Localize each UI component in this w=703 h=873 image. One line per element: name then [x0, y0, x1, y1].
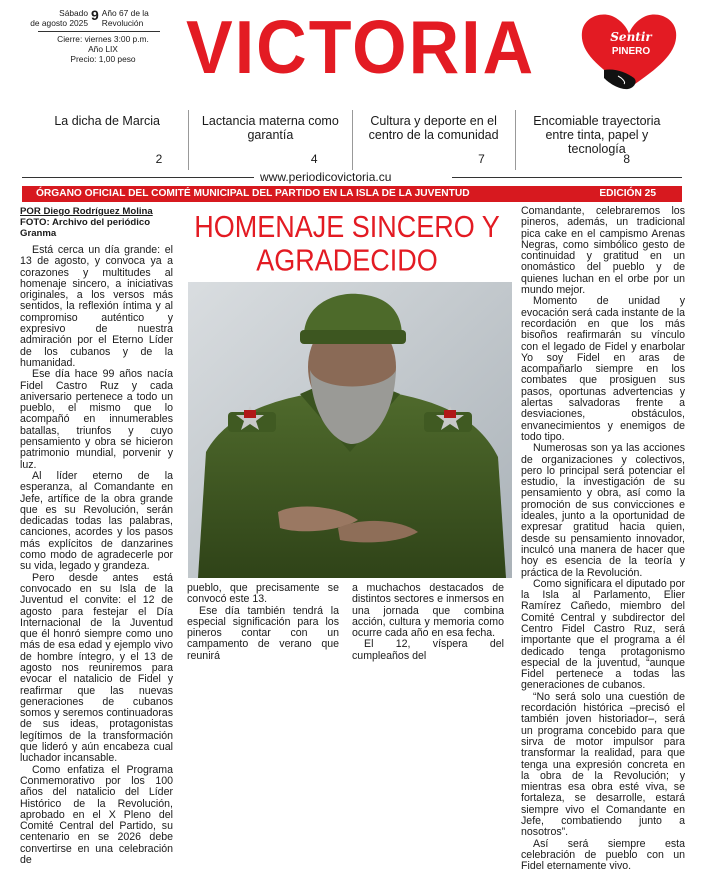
article-column-3: [352, 582, 504, 662]
newspaper-title: VICTORIA: [186, 5, 536, 90]
issue-meta: [33, 34, 173, 64]
day-name: Sábado: [59, 8, 88, 18]
teaser-item[interactable]: [189, 110, 352, 170]
teaser-title: Cultura y deporte en el centro de la comunidad: [368, 114, 499, 142]
website-link[interactable]: www.periodicovictoria.cu: [260, 170, 392, 184]
teaser-item[interactable]: [516, 110, 678, 170]
organ-statement: ÓRGANO OFICIAL DEL COMITÉ MUNICIPAL DEL PARTIDO EN LA ISLA DE LA JUVENTUD: [36, 188, 470, 199]
dateline: [28, 8, 188, 64]
year-info: Año 67 de la Revolución: [101, 8, 149, 28]
logo-word-pinero: PINERO: [611, 46, 651, 57]
paragraph: pueblo, que precisamente se convocó este 13.: [187, 582, 339, 606]
volume: Año LIX: [88, 44, 118, 54]
paragraph: Comandante, celebraremos los pineros, además, un tradicional pica cake en el campismo Arenas Negras, como simbólico gesto de continuidad y gratitud en un onomástico del pueblo y de quienes luchan en el orbe por un mundo mejor.: [521, 205, 685, 297]
price: Precio: 1,00 peso: [70, 54, 136, 64]
teaser-title: Encomiable trayectoria entre tinta, papel y tecnología: [533, 114, 661, 156]
day-number: 9: [91, 7, 99, 23]
teaser-item[interactable]: [353, 110, 516, 170]
organ-banner: [22, 186, 682, 202]
paragraph: a muchachos destacados de distintos sectores e inmersos en una jornada que combina acción, cultura y memoria como ocurre cada año en esa fecha.: [352, 582, 504, 640]
article-column-2: [187, 582, 339, 662]
paragraph: El 12, víspera del cumpleaños del: [352, 638, 504, 662]
closing-time: Cierre: viernes 3:00 p.m.: [57, 34, 149, 44]
article-headline: HOMENAJE SINCERO Y AGRADECIDO: [194, 210, 500, 278]
edition-number: EDICIÓN 25: [599, 188, 656, 199]
divider-line: [22, 177, 254, 178]
date-block: [28, 8, 88, 28]
byline-photo: FOTO: Archivo del periódico Granma: [20, 217, 151, 239]
paragraph: Así será siempre esta celebración de pueblo con un Fidel eternamente vivo.: [521, 837, 685, 873]
teaser-bar: [26, 110, 678, 170]
paragraph: Ese día también tendrá la especial significación para los pineros contar con un campamento de verano que reunirá: [187, 604, 339, 662]
logo-word-sentir: Sentir: [610, 30, 652, 44]
paragraph: “No será solo una cuestión de recordación histórica –precisó el también joven historiador–, será un programa concebido para que sirva de motor impulsor para transformar la realidad, para que tenga una expresión concreta en la obra de la Revolución; y mientras esa obra esté viva, se fortaleza, se desarrolle, estará siempre vivo el Comandante en Jefe, combatiendo junto a nosotros”.: [521, 690, 685, 839]
divider-line: [452, 177, 682, 178]
teaser-title: Lactancia materna como garantía: [201, 114, 339, 142]
paragraph: Momento de unidad y evocación será cada instante de la recordación en que los más bisoños reafirmarán su vínculo con el legado de Fidel y enarbolar Yo soy Fidel en aras de acompañarlo siempre en los combates que prosiguen sus pasos, oportunas advertencias y alertas salvadoras frente a desviaciones, obstáculos, envanecimientos y enemigos de todo tipo.: [521, 295, 685, 443]
website-bar: [22, 170, 682, 184]
teaser-item[interactable]: [26, 110, 189, 170]
byline-author: POR Diego Rodríguez Molina: [20, 206, 153, 217]
paragraph: Está cerca un día grande: el 13 de agosto, y convoca ya a corazones y multitudes al homenaje sincero, a iniciativas originales, a los versos más sentidos, la reflexión íntima y al compromiso auténtico y expresivo de nuestra admiración por el Eterno Líder de los cubanos y de la humanidad.: [20, 244, 173, 369]
sentir-pinero-logo: [574, 10, 684, 94]
month-year: de agosto 2025: [30, 18, 88, 28]
paragraph: Al líder eterno de la esperanza, al Comandante en Jefe, artífice de la obra grande que es su Revolución, serán dedicadas todas las palabras, canciones, acordes y los pasos más explícitos de danzarines como modo de agradecerle por su vida, legado y grandeza.: [20, 469, 173, 573]
masthead: [0, 0, 703, 108]
paragraph: Como enfatiza el Programa Conmemorativo por los 100 años del natalicio del Líder Histórico de la Revolución, aprobado en el X Pleno del Comité Central del Partido, su centenario en se 2026 debe convertirse en una celebración de: [20, 763, 173, 867]
paragraph: Ese día hace 99 años nacía Fidel Castro Ruz y cada aniversario pertenece a todo un pueblo, el mismo que lo acompañó en innumerables batallas, triunfos y cuyo pensamiento y obra se hicieron patrimonio mundial, porvenir y luz.: [20, 368, 173, 471]
teaser-page-number: 8: [623, 152, 630, 166]
fidel-photo: [188, 282, 512, 578]
article-column-4: [521, 205, 685, 873]
article-column-1: [20, 206, 173, 867]
teaser-page-number: 4: [310, 152, 318, 166]
paragraph: Como significara el diputado por la Isla al Parlamento, Elier Ramírez Cañedo, miembro del Comité Central y subdirector del Centro Fidel Castro Ruz, será importante que el programa a él dedicado tenga protagonismo especial de la juventud, “aunque Fidel pertenece a todas las generaciones de cubanos.: [521, 577, 685, 692]
teaser-page-number: 2: [155, 152, 163, 166]
teaser-page-number: 7: [478, 152, 485, 166]
portrait-image: [188, 282, 512, 578]
teaser-title: La dicha de Marcia: [54, 114, 160, 128]
paragraph: Numerosas son ya las acciones de organizaciones y colectivos, pero lo principal será potenciar el estudio, la investigación de su pensamiento y obra, así como la promoción de sus convicciones e ideales, junto a la oportunidad de expresar gratitud hacia quien, desde su pensamiento innovador, inculcó una manera de hacer que hoy es esencia de la teoría y práctica de la Revolución.: [521, 442, 685, 579]
dateline-divider: [38, 31, 160, 32]
paragraph: Pero desde antes está convocado en su Isla de la Juventud el convite: el 12 de agosto para festejar el Día Internacional de la Juventud que él honró siempre como uno más de esa edad y ejemplo vivo de hombre íntegro, y el 13 de agosto nos reuniremos para evocar el natalicio de Fidel y reafirmar que las nuevas generaciones de cubanos somos y seremos continuadoras de sus ideas, protagonistas legítimos de la transformación que lideró y aún encabeza cual luchador incansable.: [20, 571, 173, 765]
